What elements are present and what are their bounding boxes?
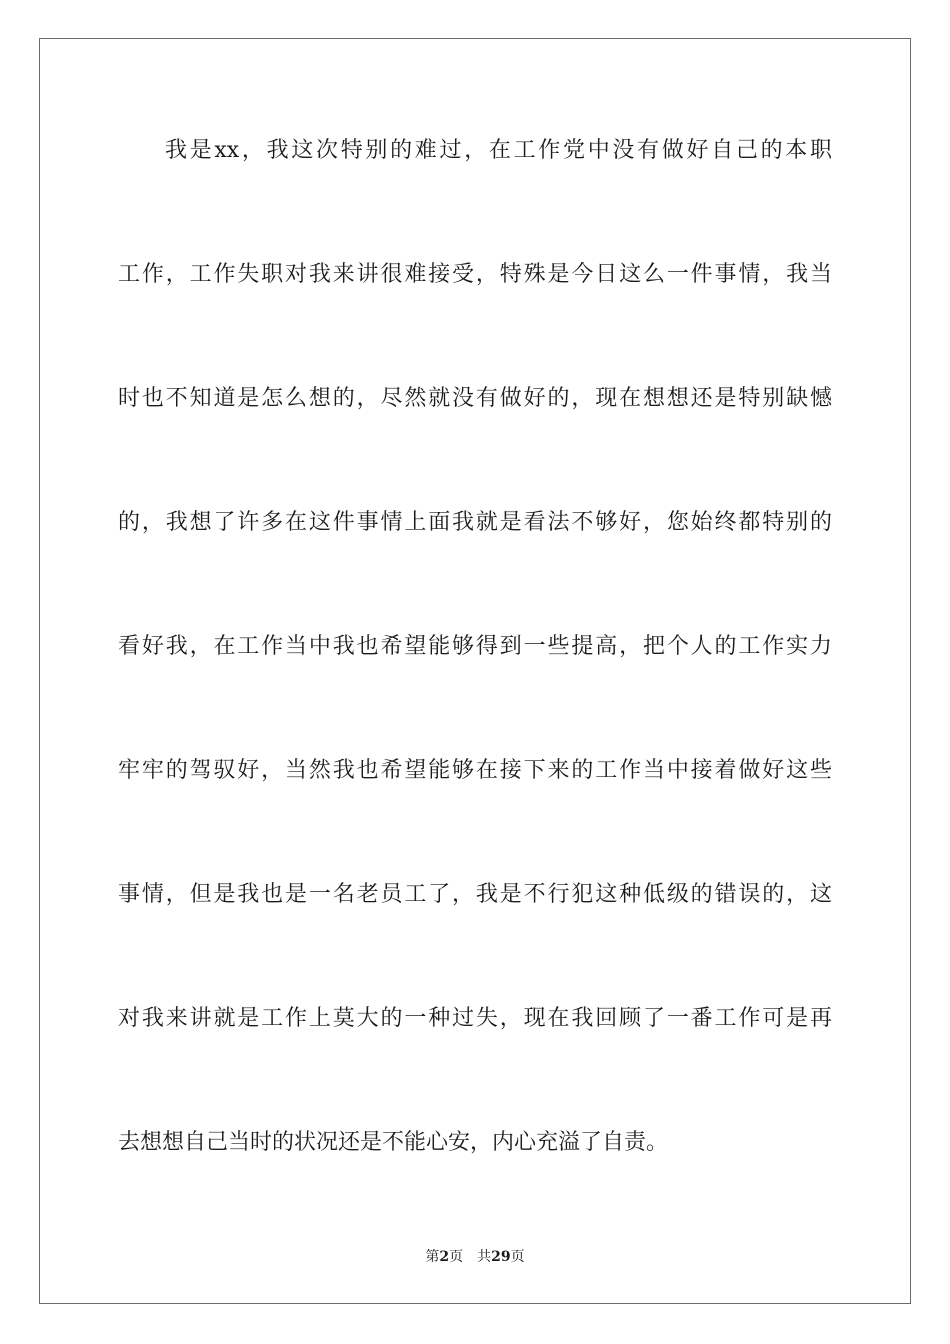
page-number: 2	[439, 1249, 450, 1265]
page-frame	[39, 38, 911, 1304]
paragraph-line-3: 时也不知道是怎么想的，尽然就没有做好的，现在想想还是特别缺憾	[118, 386, 832, 411]
page-suffix: 页	[449, 1249, 464, 1265]
paragraph-line-5: 看好我，在工作当中我也希望能够得到一些提高，把个人的工作实力	[118, 634, 832, 659]
total-suffix: 页	[510, 1249, 525, 1265]
total-prefix: 共	[477, 1249, 492, 1265]
page-footer	[0, 1248, 950, 1266]
paragraph-line-1: 我是xx，我这次特别的难过，在工作党中没有做好自己的本职	[165, 138, 832, 163]
total-pages: 29	[491, 1249, 511, 1265]
paragraph-line-2: 工作，工作失职对我来讲很难接受，特殊是今日这么一件事情，我当	[118, 262, 832, 287]
page-prefix: 第	[425, 1249, 440, 1265]
paragraph-line-7: 事情，但是我也是一名老员工了，我是不行犯这种低级的错误的，这	[118, 882, 832, 907]
paragraph-line-4: 的，我想了许多在这件事情上面我就是看法不够好，您始终都特别的	[118, 510, 832, 535]
paragraph-line-6: 牢牢的驾驭好，当然我也希望能够在接下来的工作当中接着做好这些	[118, 758, 832, 783]
paragraph-line-8: 对我来讲就是工作上莫大的一种过失，现在我回顾了一番工作可是再	[118, 1006, 832, 1031]
paragraph-line-9: 去想想自己当时的状况还是不能心安，内心充溢了自责。	[118, 1130, 669, 1155]
